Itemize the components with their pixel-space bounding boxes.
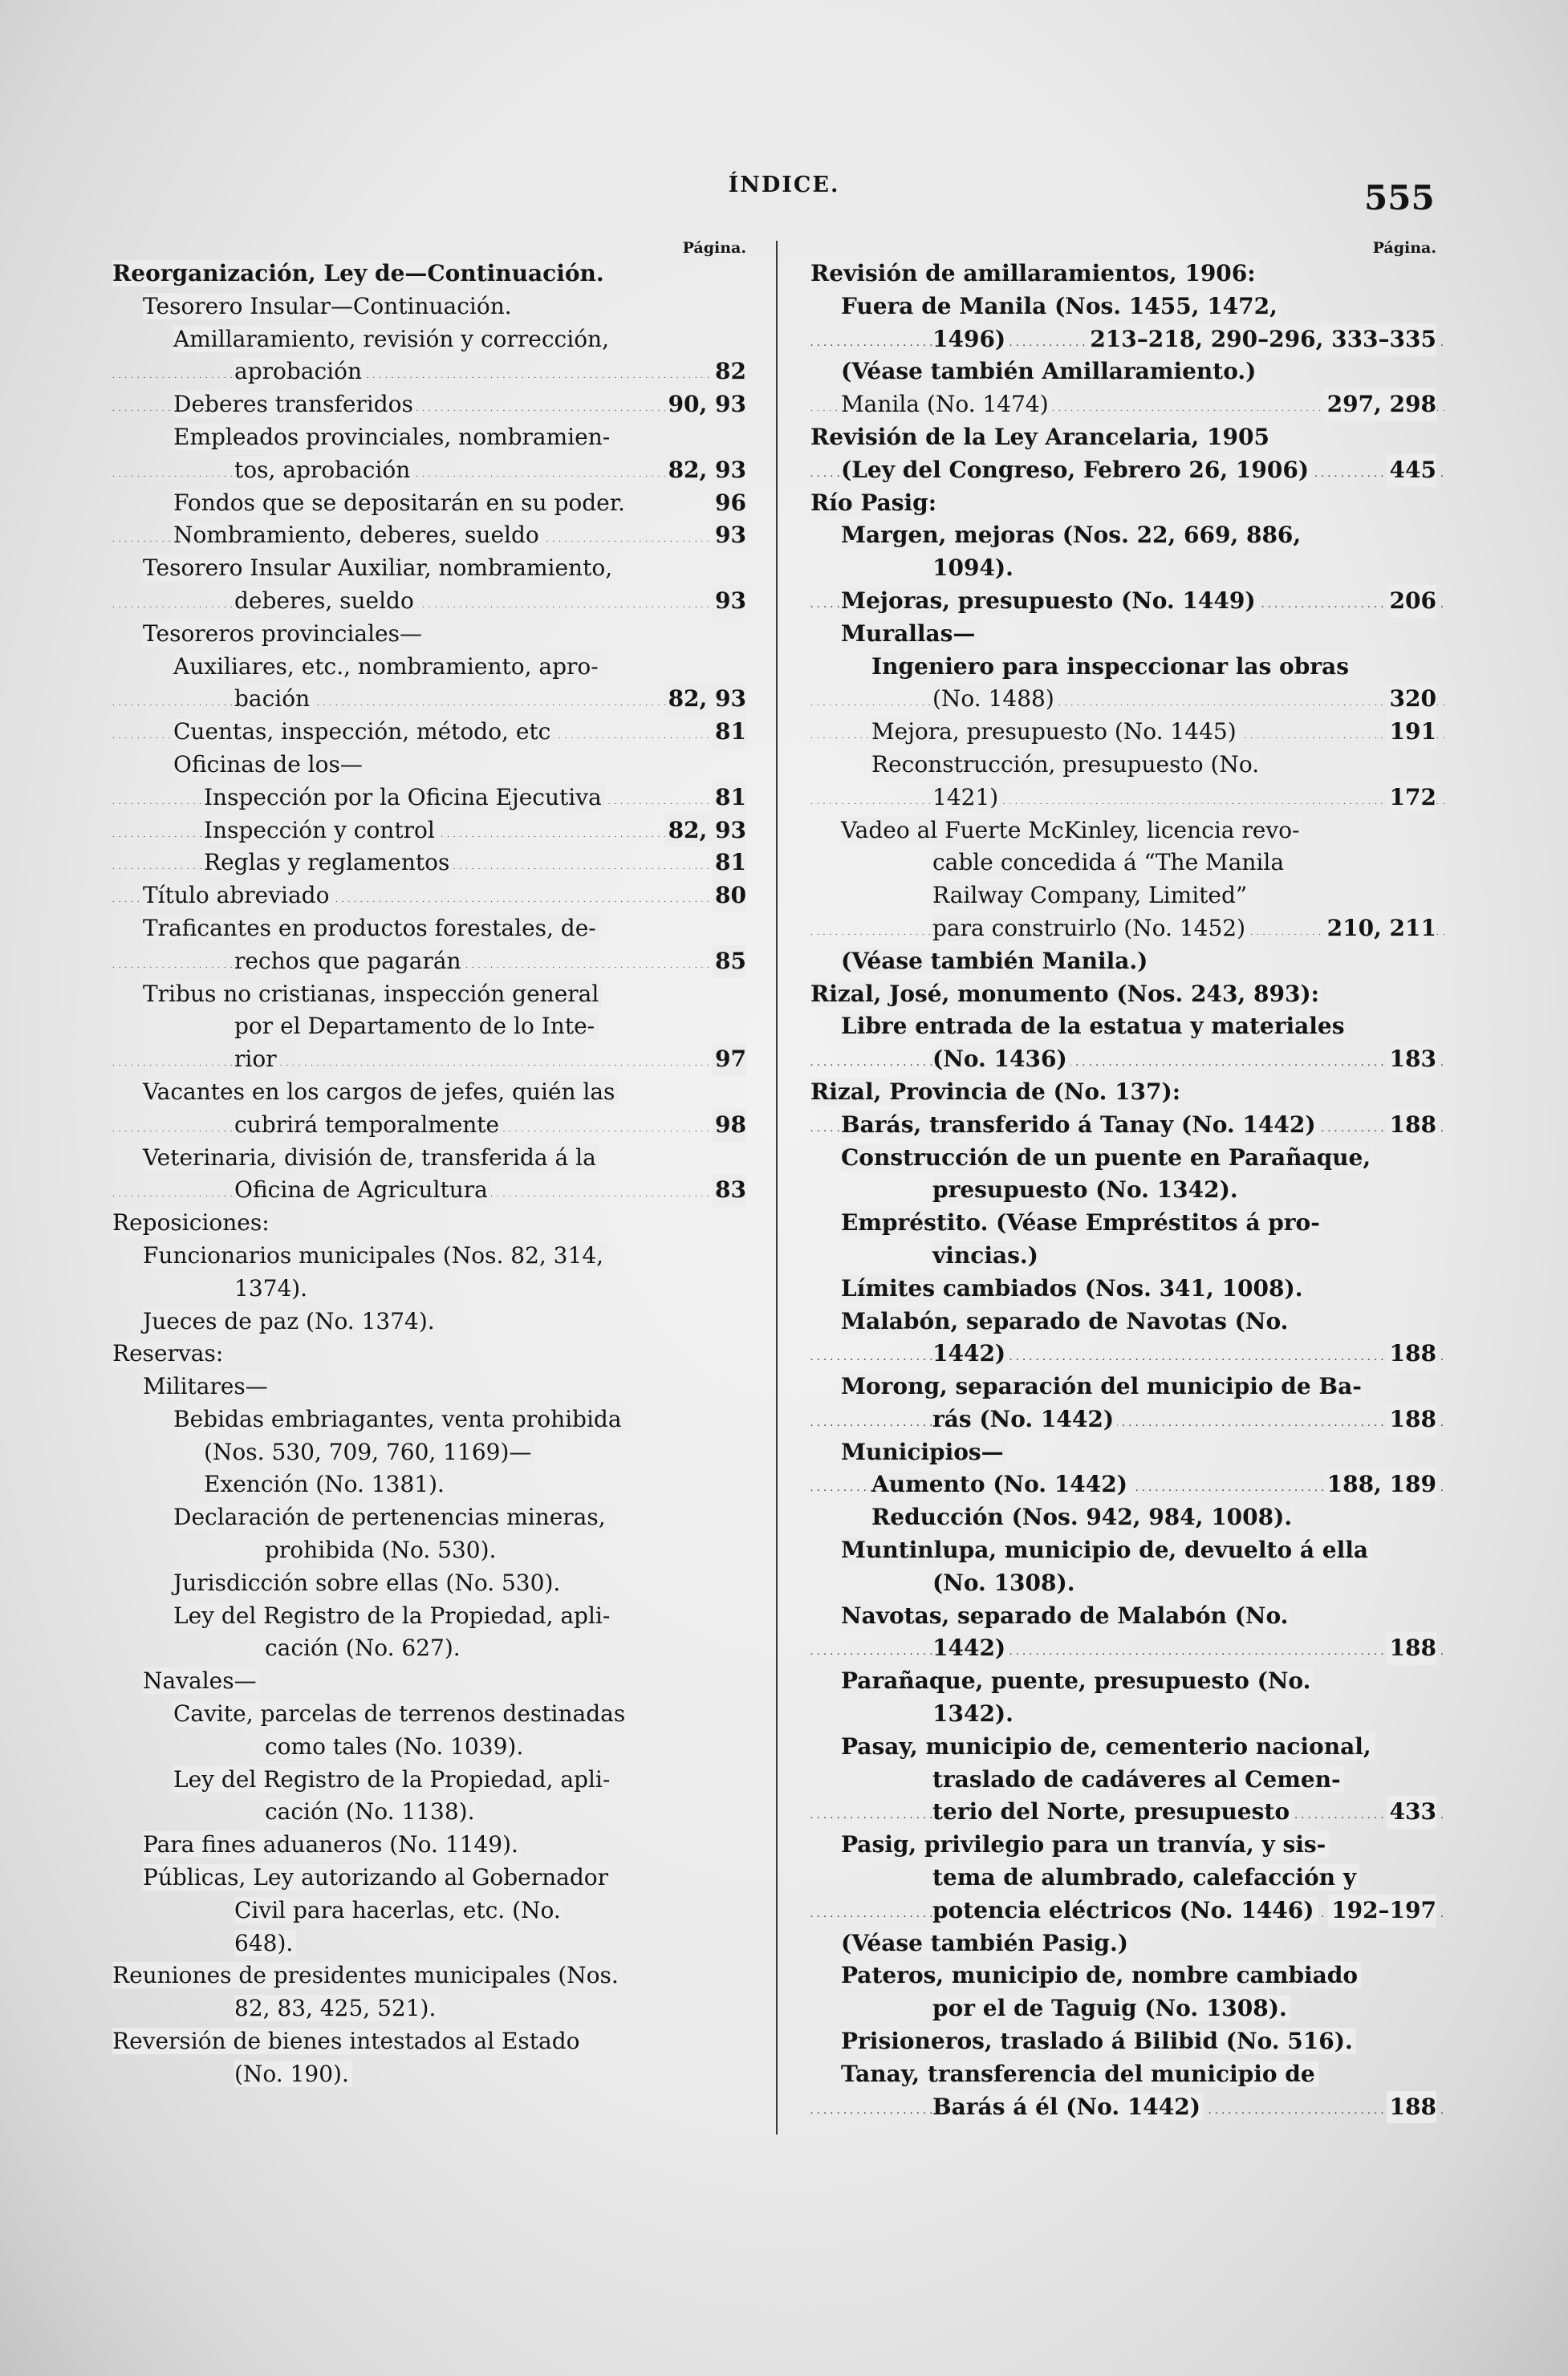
- index-entry: [112, 454, 746, 487]
- index-entry-text: cación (No. 627).: [265, 1635, 464, 1661]
- index-entry-text: Malabón, separado de Navotas (No.: [841, 1308, 1291, 1334]
- index-entry-text: Barás á él (No. 1442): [932, 2094, 1204, 2120]
- index-entry: [112, 1142, 746, 1175]
- index-entry-page: 81: [712, 782, 746, 814]
- index-entry-text: 82, 83, 425, 521).: [234, 1995, 439, 2021]
- index-entry-text: Pateros, municipio de, nombre cambiado: [841, 1962, 1361, 1988]
- index-entry: [112, 1600, 746, 1633]
- index-entry-page: 98: [712, 1109, 746, 1142]
- index-entry-page: 80: [712, 879, 746, 912]
- index-entry: [810, 290, 1444, 323]
- index-entry-text: Aumento (No. 1442): [871, 1471, 1131, 1497]
- index-entry-text: Pasay, municipio de, cementerio nacional,: [841, 1733, 1375, 1760]
- index-entry-text: Railway Company, Limited”: [932, 882, 1250, 908]
- index-entry-text: 1421): [932, 784, 1001, 810]
- index-entry-text: Revisión de amillaramientos, 1906:: [810, 260, 1259, 286]
- index-entry: [810, 814, 1444, 847]
- index-entry-text: Cavite, parcelas de terrenos destinadas: [173, 1700, 628, 1727]
- index-entry-text: por el Departamento de lo Inte-: [234, 1013, 598, 1039]
- index-entry-text: 648).: [234, 1930, 296, 1956]
- index-entry: [810, 1076, 1444, 1109]
- index-entry: [810, 1567, 1444, 1600]
- index-entry: [112, 912, 746, 945]
- index-column-left: [112, 241, 746, 2091]
- index-entry: [112, 1665, 746, 1698]
- index-entry-page: 210, 211: [1324, 912, 1436, 945]
- column-divider: [776, 241, 778, 2134]
- index-entry-text: Empleados provinciales, nombramien-: [173, 424, 613, 450]
- index-entry: [810, 683, 1444, 716]
- index-entry: [810, 2091, 1444, 2124]
- index-entry: [112, 749, 746, 782]
- index-entry: [810, 1632, 1444, 1665]
- index-entry: [112, 716, 746, 749]
- index-entry-text: Libre entrada de la estatua y materiales: [841, 1013, 1347, 1039]
- index-entry: [810, 847, 1444, 879]
- index-entry-text: Tesorero Insular—Continuación.: [143, 293, 515, 319]
- index-entry: [112, 2058, 746, 2091]
- index-entry-page: 192–197: [1328, 1895, 1436, 1927]
- index-entry: [112, 1501, 746, 1534]
- index-entry: [810, 879, 1444, 912]
- index-entry-text: Reuniones de presidentes municipales (Nos.: [112, 1962, 622, 1988]
- index-entry: [112, 355, 746, 388]
- index-entry-text: Cuentas, inspección, método, etc: [173, 718, 554, 745]
- index-entry: [112, 1273, 746, 1306]
- index-entry-text: (No. 190).: [234, 2061, 352, 2087]
- index-entry-text: Navales—: [143, 1667, 260, 1694]
- index-entry-text: Civil para hacerlas, etc. (No.: [234, 1897, 564, 1923]
- index-entry: [810, 454, 1444, 487]
- index-entry-text: por el de Taguig (No. 1308).: [932, 1995, 1290, 2021]
- index-entry-text: rás (No. 1442): [932, 1406, 1117, 1432]
- index-entry: [112, 683, 746, 716]
- index-entry-text: traslado de cadáveres al Cemen-: [932, 1766, 1344, 1793]
- index-entry-text: tos, aprobación: [234, 457, 413, 483]
- index-entry: [112, 847, 746, 879]
- index-entry: [112, 1043, 746, 1076]
- index-entry: [810, 945, 1444, 978]
- index-entry-text: cubrirá temporalmente: [234, 1111, 502, 1138]
- index-entry: [112, 651, 746, 684]
- index-entry-page: 82: [712, 355, 746, 388]
- index-entry-page: 81: [712, 716, 746, 749]
- index-entry-page: 97: [712, 1043, 746, 1076]
- index-entry-text: Inspección y control: [204, 817, 438, 843]
- index-entry-page: 191: [1387, 716, 1436, 749]
- index-entry: [810, 1436, 1444, 1469]
- index-entry: [810, 388, 1444, 421]
- index-entry-text: Nombramiento, deberes, sueldo: [173, 522, 542, 548]
- index-entry-text: Funcionarios municipales (Nos. 82, 314,: [143, 1242, 607, 1269]
- index-entry: [810, 1010, 1444, 1043]
- index-entry: [112, 978, 746, 1011]
- index-entry-text: Amillaramiento, revisión y corrección,: [173, 326, 612, 352]
- index-entry-text: 1496): [932, 326, 1009, 352]
- index-entry: [810, 1501, 1444, 1534]
- index-entry: [112, 388, 746, 421]
- index-entry-text: Tanay, transferencia del municipio de: [841, 2061, 1318, 2087]
- index-entry-text: vincias.): [932, 1242, 1042, 1269]
- index-entry-text: Jurisdicción sobre ellas (No. 530).: [173, 1570, 563, 1596]
- page-number: 555: [1364, 178, 1435, 217]
- index-entry-text: Fuera de Manila (Nos. 1455, 1472,: [841, 293, 1281, 319]
- index-entry-text: 1442): [932, 1340, 1009, 1367]
- index-entry-text: (No. 1488): [932, 685, 1058, 712]
- index-entry: [810, 519, 1444, 552]
- index-entry-text: Prisioneros, traslado á Bilibid (No. 516).: [841, 2028, 1356, 2054]
- index-entry-page: 188: [1387, 1403, 1436, 1436]
- index-entry-page: 188: [1387, 1338, 1436, 1371]
- index-entry-text: para construirlo (No. 1452): [932, 915, 1249, 941]
- index-entry-text: Auxiliares, etc., nombramiento, apro-: [173, 653, 602, 680]
- index-entry-page: 82, 93: [665, 683, 746, 716]
- index-entry-text: rechos que pagarán: [234, 948, 465, 974]
- index-entry-text: Margen, mejoras (Nos. 22, 669, 886,: [841, 522, 1304, 548]
- index-entry: [810, 1306, 1444, 1338]
- index-entry-text: Veterinaria, división de, transferida á la: [143, 1144, 599, 1171]
- index-column-right: [810, 241, 1444, 2123]
- index-entry: [112, 1338, 746, 1371]
- index-entry: [112, 1992, 746, 2025]
- index-entry: [112, 1862, 746, 1895]
- index-entry-text: Mejora, presupuesto (No. 1445): [871, 718, 1240, 745]
- index-entry-page: 320: [1387, 683, 1436, 716]
- index-entry-text: deberes, sueldo: [234, 587, 417, 614]
- index-entry: [112, 618, 746, 651]
- index-entry-text: rior: [234, 1046, 280, 1072]
- index-entry: [810, 978, 1444, 1011]
- index-entry: [112, 1010, 746, 1043]
- index-entry-text: Murallas—: [841, 620, 978, 647]
- index-entry-text: Pasig, privilegio para un tranvía, y sis-: [841, 1831, 1329, 1858]
- index-entry-text: 1442): [932, 1635, 1009, 1661]
- index-entry: [112, 1436, 746, 1469]
- index-entry: [810, 1829, 1444, 1862]
- index-entry: [112, 782, 746, 814]
- index-entry-text: Reducción (Nos. 942, 984, 1008).: [871, 1504, 1295, 1530]
- index-entry: [810, 1273, 1444, 1306]
- index-entry-text: Reposiciones:: [112, 1209, 273, 1236]
- index-entry: [112, 814, 746, 847]
- index-entry-text: Río Pasig:: [810, 489, 940, 516]
- index-entry: [810, 716, 1444, 749]
- index-entry: [112, 945, 746, 978]
- index-entry-page: 81: [712, 847, 746, 879]
- index-entry: [112, 1371, 746, 1403]
- index-entry: [112, 1698, 746, 1731]
- index-entry: [112, 1731, 746, 1764]
- index-entry-page: 188: [1387, 2091, 1436, 2124]
- index-entry: [112, 1306, 746, 1338]
- index-entry: [810, 1174, 1444, 1207]
- index-entry-page: 82, 93: [665, 454, 746, 487]
- index-entry-page: 172: [1387, 782, 1436, 814]
- index-entry: [112, 1567, 746, 1600]
- index-entry-text: Bebidas embriagantes, venta prohibida: [173, 1406, 625, 1432]
- index-entry-text: Inspección por la Oficina Ejecutiva: [204, 784, 605, 810]
- index-entry-text: Mejoras, presupuesto (No. 1449): [841, 587, 1259, 614]
- index-entry-page: 93: [712, 585, 746, 618]
- index-entry-text: Municipios—: [841, 1439, 1007, 1465]
- index-entry: [112, 487, 746, 520]
- column-heading-left: Página.: [682, 239, 746, 257]
- index-entry: [810, 585, 1444, 618]
- index-entry-text: (No. 1308).: [932, 1570, 1078, 1596]
- index-entry-text: 1342).: [932, 1700, 1017, 1727]
- index-entry: [810, 487, 1444, 520]
- index-entry-text: 1374).: [234, 1275, 311, 1302]
- index-entry: [112, 323, 746, 356]
- index-entry-text: Tribus no cristianas, inspección general: [143, 981, 602, 1007]
- index-entry: [810, 1665, 1444, 1698]
- index-entry-text: Militares—: [143, 1373, 271, 1399]
- index-entry: [810, 2058, 1444, 2091]
- index-entry: [112, 1927, 746, 1960]
- index-entry-text: Rizal, José, monumento (Nos. 243, 893):: [810, 981, 1322, 1007]
- index-entry: [112, 258, 746, 290]
- index-entry-page: 297, 298: [1324, 388, 1436, 421]
- index-entry-text: 1094).: [932, 554, 1017, 581]
- index-entry-text: Reorganización, Ley de—Continuación.: [112, 260, 607, 286]
- index-entry: [112, 1796, 746, 1829]
- index-entry-text: Reconstrucción, presupuesto (No.: [871, 751, 1262, 778]
- index-entry: [112, 1632, 746, 1665]
- index-entry: [810, 1992, 1444, 2025]
- index-entry-text: Vacantes en los cargos de jefes, quién las: [143, 1078, 618, 1105]
- index-entry-text: presupuesto (No. 1342).: [932, 1176, 1241, 1203]
- index-entry-text: (Nos. 530, 709, 760, 1169)—: [204, 1439, 534, 1465]
- index-entry: [810, 1796, 1444, 1829]
- index-entry-page: 85: [712, 945, 746, 978]
- index-entry: [810, 1338, 1444, 1371]
- index-entry-text: (Véase también Amillaramiento.): [841, 358, 1259, 384]
- index-entry-text: Públicas, Ley autorizando al Gobernador: [143, 1864, 611, 1891]
- index-entry-text: Reservas:: [112, 1340, 226, 1367]
- index-entry: [810, 1468, 1444, 1501]
- index-entry-page: 188, 189: [1324, 1468, 1436, 1501]
- index-entry: [112, 585, 746, 618]
- index-entry-text: Manila (No. 1474): [841, 391, 1052, 417]
- index-entry: [810, 1862, 1444, 1895]
- index-entry: [112, 519, 746, 552]
- index-entry: [810, 1600, 1444, 1633]
- index-entry-text: Ley del Registro de la Propiedad, apli-: [173, 1602, 613, 1629]
- index-entry-page: 433: [1387, 1796, 1436, 1829]
- index-entry-text: (Ley del Congreso, Febrero 26, 1906): [841, 457, 1312, 483]
- index-entry: [810, 1371, 1444, 1403]
- index-entry-page: 183: [1387, 1043, 1436, 1076]
- index-entry-text: tema de alumbrado, calefacción y: [932, 1864, 1359, 1891]
- index-entry: [810, 1043, 1444, 1076]
- index-entry-text: Traficantes en productos forestales, de-: [143, 915, 599, 941]
- index-entry: [810, 552, 1444, 585]
- index-entry-text: cación (No. 1138).: [265, 1798, 477, 1825]
- index-entry: [810, 1403, 1444, 1436]
- index-entry-text: Construcción de un puente en Parañaque,: [841, 1144, 1374, 1171]
- index-entry: [810, 1142, 1444, 1175]
- index-entry: [112, 1076, 746, 1109]
- index-entry: [112, 1764, 746, 1797]
- index-entry-text: Revisión de la Ley Arancelaria, 1905: [810, 424, 1273, 450]
- index-entry-page: 83: [712, 1174, 746, 1207]
- index-entry: [112, 1829, 746, 1862]
- index-entry: [112, 1109, 746, 1142]
- index-entry-text: bación: [234, 685, 313, 712]
- index-entry: [810, 1960, 1444, 1992]
- index-entry-page: 90, 93: [665, 388, 746, 421]
- index-entry-text: Tesorero Insular Auxiliar, nombramiento,: [143, 554, 615, 581]
- index-entry: [810, 1534, 1444, 1567]
- index-entry-text: Barás, transferido á Tanay (No. 1442): [841, 1111, 1319, 1138]
- index-entry: [810, 323, 1444, 356]
- index-entry: [810, 1731, 1444, 1764]
- index-entry: [810, 1109, 1444, 1142]
- index-entry: [810, 258, 1444, 290]
- index-entry: [810, 1240, 1444, 1273]
- index-entry: [810, 1207, 1444, 1240]
- index-entry: [810, 1698, 1444, 1731]
- index-entry-text: Oficinas de los—: [173, 751, 366, 778]
- index-entry-text: Exención (No. 1381).: [204, 1471, 448, 1497]
- index-entry-page: 82, 93: [665, 814, 746, 847]
- index-entry-text: Declaración de pertenencias mineras,: [173, 1504, 609, 1530]
- running-title: ÍNDICE.: [728, 173, 840, 197]
- index-entry-text: Fondos que se depositarán en su poder.: [173, 489, 628, 516]
- index-entry: [810, 1927, 1444, 1960]
- index-entry-page: 93: [712, 519, 746, 552]
- index-entry-text: Oficina de Agricultura: [234, 1176, 491, 1203]
- index-entry-text: Límites cambiados (Nos. 341, 1008).: [841, 1275, 1306, 1302]
- index-entry-text: prohibida (No. 530).: [265, 1537, 499, 1563]
- index-entry: [810, 749, 1444, 782]
- index-entry-text: terio del Norte, presupuesto: [932, 1798, 1293, 1825]
- index-entry-page: 188: [1387, 1632, 1436, 1665]
- index-entry: [810, 1895, 1444, 1927]
- index-entry-text: Navotas, separado de Malabón (No.: [841, 1602, 1291, 1629]
- index-entry: [112, 1174, 746, 1207]
- index-entry-text: aprobación: [234, 358, 365, 384]
- index-entry: [810, 421, 1444, 454]
- index-entry-text: (No. 1436): [932, 1046, 1070, 1072]
- index-entry: [810, 1764, 1444, 1797]
- index-entry-text: Ley del Registro de la Propiedad, apli-: [173, 1766, 613, 1793]
- index-entry-text: Rizal, Provincia de (No. 137):: [810, 1078, 1184, 1105]
- index-entry: [112, 421, 746, 454]
- index-entry: [112, 1468, 746, 1501]
- index-entry-page: 96: [712, 487, 746, 520]
- index-entry-text: potencia eléctricos (No. 1446): [932, 1897, 1318, 1923]
- index-entry-text: Parañaque, puente, presupuesto (No.: [841, 1667, 1314, 1694]
- index-entry-page: 445: [1387, 454, 1436, 487]
- index-entry: [112, 1895, 746, 1927]
- index-entry: [810, 2025, 1444, 2058]
- index-entry: [112, 552, 746, 585]
- index-entry-text: Para fines aduaneros (No. 1149).: [143, 1831, 522, 1858]
- index-entry: [112, 1240, 746, 1273]
- index-entry: [810, 355, 1444, 388]
- index-entry-text: Ingeniero para inspeccionar las obras: [871, 653, 1352, 680]
- index-entry: [810, 618, 1444, 651]
- index-entry-text: Jueces de paz (No. 1374).: [143, 1308, 438, 1334]
- index-entry-text: Reversión de bienes intestados al Estado: [112, 2028, 583, 2054]
- index-entry-text: Empréstito. (Véase Empréstitos á pro-: [841, 1209, 1323, 1236]
- column-heading-right: Página.: [1372, 239, 1436, 257]
- index-entry-text: Muntinlupa, municipio de, devuelto á ella: [841, 1537, 1371, 1563]
- index-entry: [112, 879, 746, 912]
- index-entry-text: cable concedida á “The Manila: [932, 849, 1287, 875]
- index-entry-text: (Véase también Pasig.): [841, 1930, 1131, 1956]
- index-entry: [112, 1960, 746, 1992]
- index-entry: [112, 1534, 746, 1567]
- index-entry-text: Reglas y reglamentos: [204, 849, 453, 875]
- index-entry-text: Título abreviado: [143, 882, 332, 908]
- index-entry: [112, 1207, 746, 1240]
- index-entry-text: Morong, separación del municipio de Ba-: [841, 1373, 1365, 1399]
- index-entry: [810, 651, 1444, 684]
- index-entry-text: (Véase también Manila.): [841, 948, 1151, 974]
- index-entry-text: Vadeo al Fuerte McKinley, licencia revo-: [841, 817, 1302, 843]
- index-entry-text: Tesoreros provinciales—: [143, 620, 425, 647]
- index-entry: [810, 912, 1444, 945]
- index-entry-page: 206: [1387, 585, 1436, 618]
- index-entry-text: como tales (No. 1039).: [265, 1733, 526, 1760]
- index-entry-text: Deberes transferidos: [173, 391, 416, 417]
- index-entry-page: 213–218, 290–296, 333–335: [1087, 323, 1436, 356]
- index-entry: [112, 290, 746, 323]
- index-entry-page: 188: [1387, 1109, 1436, 1142]
- index-entry: [112, 1403, 746, 1436]
- index-entry: [810, 782, 1444, 814]
- index-entry: [112, 2025, 746, 2058]
